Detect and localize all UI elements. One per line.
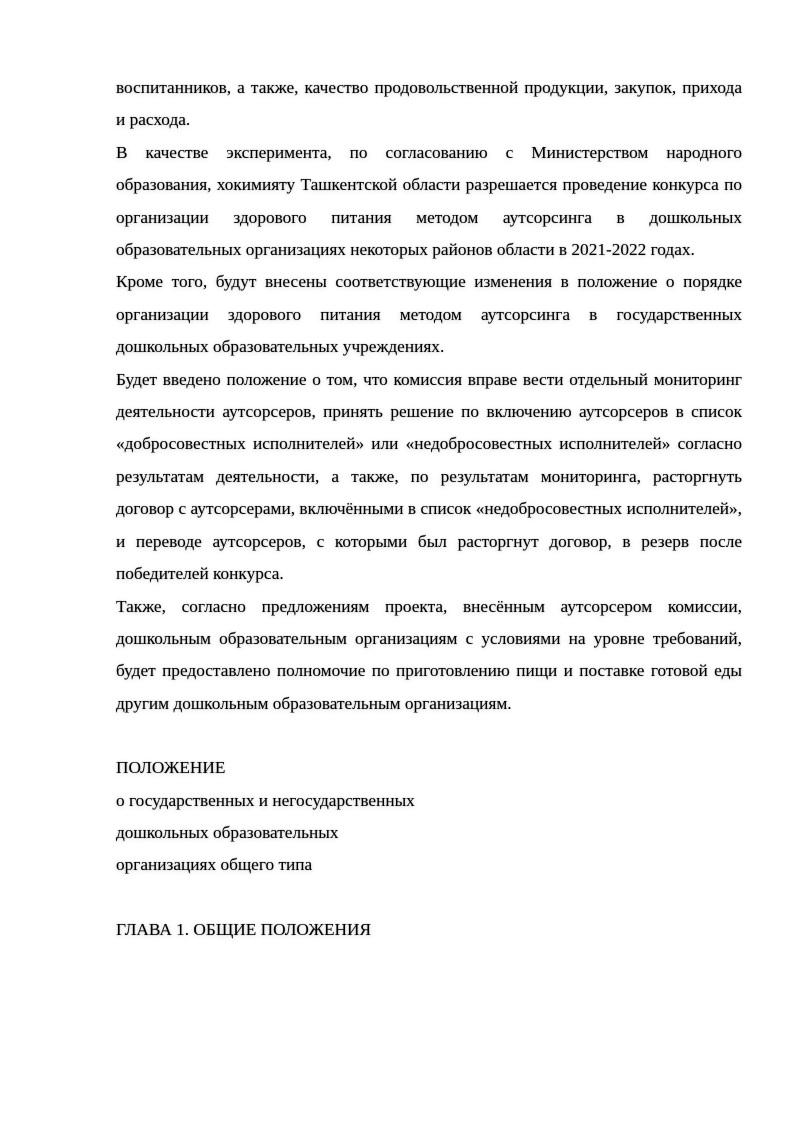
document-body (116, 72, 742, 946)
regulation-title: ПОЛОЖЕНИЕ (116, 758, 226, 778)
regulation-heading (116, 752, 742, 882)
regulation-subtitle-line-2: дошкольных образовательных (116, 822, 339, 842)
paragraph-2: В качестве эксперимента, по согласованию с Министерством народного образования, хокимияту Ташкентской области разрешается проведение конкурса по организации здорового питания методом аутсорсинга в дошкольных образовательных организациях некоторых районов области в 2021-2022 годах. (116, 142, 742, 260)
paragraph-5: Также, согласно предложениям проекта, внесённым аутсорсером комиссии, дошкольным образовательным организациям с условиями на уровне требований, будет предоставлено полномочие по приготовлению пищи и поставке готовой еды другим дошкольным образовательным организациям. (116, 596, 742, 713)
paragraph-3: Кроме того, будут внесены соответствующие изменения в положение о порядке организации здорового питания методом аутсорсинга в государственных дошкольных образовательных учреждениях. (116, 272, 742, 357)
regulation-subtitle-line-3: организациях общего типа (116, 855, 313, 875)
regulation-subtitle-line-1: о государственных и негосударственных (116, 790, 415, 810)
paragraph-4: Будет введено положение о том, что комиссия вправе вести отдельный мониторинг деятельности аутсорсеров, принять решение по включению аутсорсеров в список «добросовестных исполнителей» или «недобросовестных исполнителей» согласно результатам деятельности, а также, по результатам мониторинга, расторгнуть договор с аутсорсерами, включёнными в список «недобросовестных исполнителей», и переводе аутсорсеров, с которыми был расторгнут договор, в резерв после победителей конкурса. (116, 369, 742, 584)
chapter-title: ГЛАВА 1. ОБЩИЕ ПОЛОЖЕНИЯ (116, 919, 371, 939)
paragraph-1: воспитанников, а также, качество продовольственной продукции, закупок, прихода и расхода. (116, 78, 742, 130)
